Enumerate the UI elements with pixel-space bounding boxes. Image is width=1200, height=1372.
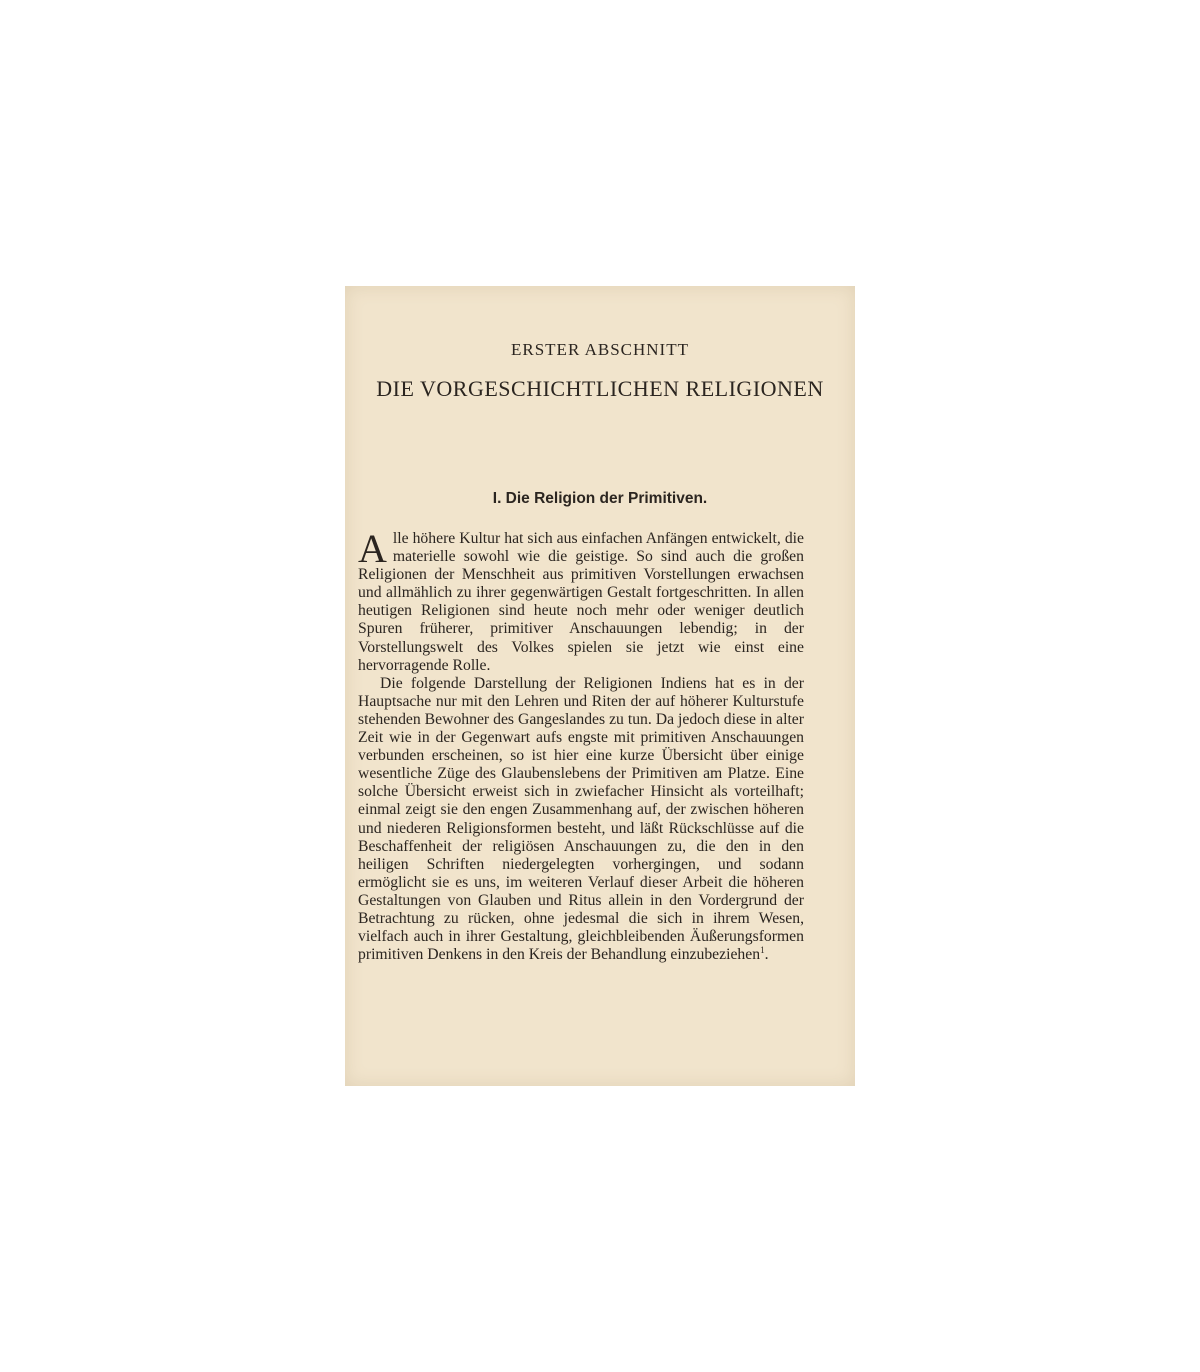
paragraph-2-text: Die folgende Darstellung der Religionen Indiens hat es in der Hauptsache nur mit den Lehren und Riten der auf höherer Kulturstufe stehenden Bewohner des Gangeslandes zu tun. Da jedoch diese in alter Zeit wie in der Gegenwart aufs engste mit primitiven Anschauungen verbunden erscheinen, so ist hier eine kurze Übersicht über einige wesentliche Züge des Glaubenslebens der Primitiven am Platze. Eine solche Übersicht erweist sich in zwiefacher Hinsicht als vorteilhaft; einmal zeigt sie den engen Zusammenhang auf, der zwischen höheren und niederen Religionsformen besteht, und läßt Rückschlüsse auf die Beschaffenheit der religiösen Anschauungen zu, die den in den heiligen Schriften niedergelegten vorhergingen, und sodann ermöglicht sie es uns, im weiteren Verlauf dieser Arbeit die höheren Gestaltungen von Glauben und Ritus allein in den Vordergrund der Betrachtung zu rücken, ohne jedesmal die sich in ihrem Wesen, vielfach auch in ihrer Gestaltung, gleichbleibenden Äußerungsformen primitiven Denkens in den Kreis der Behandlung einzubeziehen	[358, 674, 804, 964]
section-label: ERSTER ABSCHNITT	[511, 340, 689, 359]
book-page	[345, 286, 855, 1086]
paragraph-1	[358, 526, 804, 675]
paragraph-2-end: .	[764, 946, 769, 964]
drop-cap: A	[358, 526, 387, 571]
paragraph-2	[358, 675, 804, 965]
footnote-marker[interactable]: 1	[760, 944, 765, 955]
page-title: DIE VORGESCHICHTLICHEN RELIGIONEN	[376, 376, 824, 401]
body-text	[358, 526, 804, 964]
chapter-heading: I. Die Religion der Primitiven.	[492, 490, 708, 507]
paragraph-1-text: lle höhere Kultur hat sich aus einfachen Anfängen entwickelt, die materielle sowohl wie die geistige. So sind auch die großen Religionen der Menschheit aus primitiven Vorstellungen erwachsen und allmählich zu ihrer gegenwärtigen Gestalt fortgeschritten. In allen heutigen Religionen sind heute noch mehr oder weniger deutlich Spuren früherer, primitiver Anschauungen lebendig; in der Vorstellungswelt des Volkes spielen sie jetzt wie einst eine hervorragende Rolle.	[358, 530, 804, 674]
